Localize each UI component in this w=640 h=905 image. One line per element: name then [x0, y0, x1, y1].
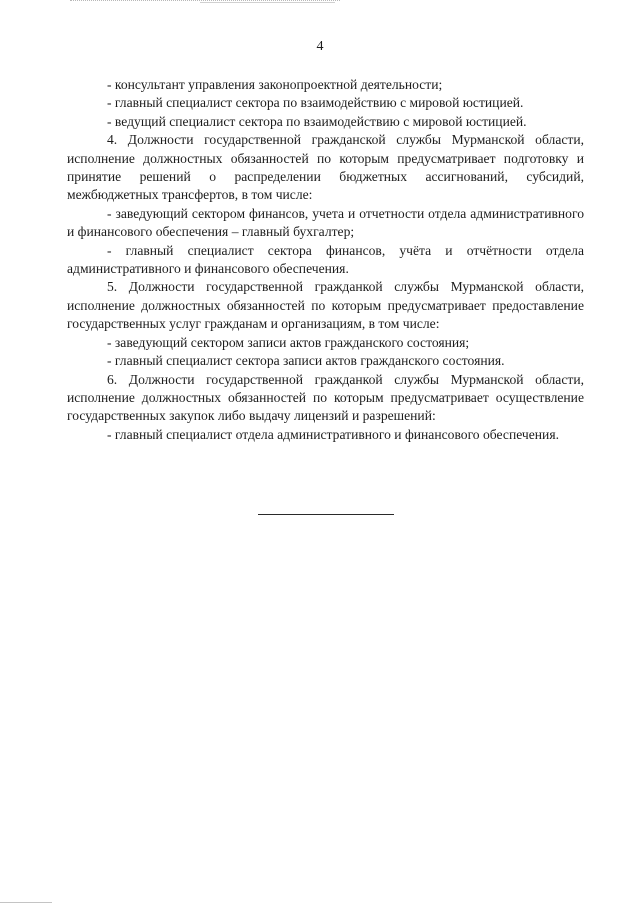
list-item-head-civil-registry: - заведующий сектором записи актов гражданского состояния;: [107, 334, 470, 350]
section-4-paragraph: 4. Должности государственной гражданской службы Мурманской области, исполнение должностных обязанностей по которым предусматривает подготовку и принятие решений о распределении бюджетных ассигнований, субсидий, межбюджетных трансфертов, в том числе:: [67, 132, 584, 203]
list-item-head-finance-sector: - заведующий сектором финансов, учета и отчетности отдела административного и финансового обеспечения – главный бухгалтер;: [67, 205, 584, 240]
list-item-chief-specialist-admin-dept: - главный специалист отдела административного и финансового обеспечения.: [107, 426, 559, 442]
section-5-paragraph: 5. Должности государственной гражданкой службы Мурманской области, исполнение должностных обязанностей по которым предусматривает предоставление государственных услуг гражданам и организациям, в том числе:: [67, 279, 584, 332]
list-item-chief-specialist-finance: - главный специалист сектора финансов, учёта и отчётности отдела административного и финансового обеспечения.: [67, 242, 584, 277]
document-body: [67, 76, 584, 444]
list-item-leading-specialist-justice: - ведущий специалист сектора по взаимодействию с мировой юстицией.: [107, 113, 527, 129]
scan-artifact-bottom: [0, 902, 52, 903]
page-number: 4: [316, 39, 324, 54]
list-item-chief-specialist-civil-registry: - главный специалист сектора записи актов гражданского состояния.: [107, 353, 505, 369]
end-of-document-rule: [258, 514, 394, 515]
list-item-chief-specialist-justice: - главный специалист сектора по взаимодействию с мировой юстицией.: [107, 95, 524, 111]
scan-artifact-top-line: [200, 2, 335, 3]
section-6-paragraph: 6. Должности государственной гражданкой службы Мурманской области, исполнение должностных обязанностей по которым предусматривает осуществление государственных закупок либо выдачу лицензий и разрешений:: [67, 371, 584, 424]
list-item-consultant: - консультант управления законопроектной деятельности;: [107, 77, 443, 92]
